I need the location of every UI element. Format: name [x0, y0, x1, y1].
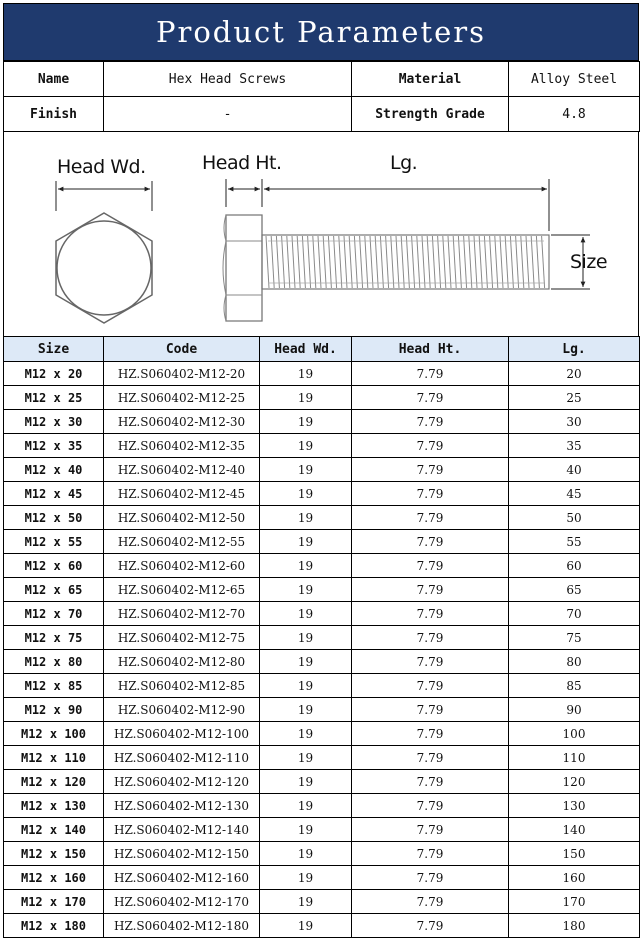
finish-label: Finish: [4, 97, 104, 132]
head-ht-cell: 7.79: [352, 890, 509, 914]
head-ht-cell: 7.79: [352, 626, 509, 650]
table-row: [4, 578, 640, 602]
head-width-label: Head Wd.: [57, 156, 146, 178]
code-cell: HZ.S060402-M12-180: [104, 914, 260, 938]
table-row: [4, 482, 640, 506]
code-cell: HZ.S060402-M12-150: [104, 842, 260, 866]
code-cell: HZ.S060402-M12-160: [104, 866, 260, 890]
size-cell: M12 x 150: [4, 842, 104, 866]
size-cell: M12 x 85: [4, 674, 104, 698]
table-row: [4, 650, 640, 674]
size-cell: M12 x 60: [4, 554, 104, 578]
head-wd-cell: 19: [260, 362, 352, 386]
head-ht-cell: 7.79: [352, 842, 509, 866]
code-cell: HZ.S060402-M12-85: [104, 674, 260, 698]
code-cell: HZ.S060402-M12-35: [104, 434, 260, 458]
lg-cell: 70: [509, 602, 640, 626]
lg-cell: 45: [509, 482, 640, 506]
head-ht-cell: 7.79: [352, 434, 509, 458]
head-ht-cell: 7.79: [352, 530, 509, 554]
head-wd-cell: 19: [260, 890, 352, 914]
head-ht-cell: 7.79: [352, 554, 509, 578]
col-header-lg: Lg.: [509, 337, 640, 362]
lg-cell: 170: [509, 890, 640, 914]
head-ht-cell: 7.79: [352, 698, 509, 722]
head-ht-cell: 7.79: [352, 386, 509, 410]
head-ht-cell: 7.79: [352, 482, 509, 506]
size-cell: M12 x 90: [4, 698, 104, 722]
finish-value: -: [104, 97, 352, 132]
head-ht-cell: 7.79: [352, 410, 509, 434]
lg-cell: 90: [509, 698, 640, 722]
head-wd-cell: 19: [260, 410, 352, 434]
head-ht-cell: 7.79: [352, 914, 509, 938]
head-ht-cell: 7.79: [352, 458, 509, 482]
head-wd-cell: 19: [260, 650, 352, 674]
code-cell: HZ.S060402-M12-120: [104, 770, 260, 794]
screw-diagram: [3, 131, 639, 336]
size-cell: M12 x 55: [4, 530, 104, 554]
info-table: [3, 61, 640, 132]
size-cell: M12 x 30: [4, 410, 104, 434]
strength-grade-value: 4.8: [509, 97, 640, 132]
lg-cell: 75: [509, 626, 640, 650]
head-wd-cell: 19: [260, 770, 352, 794]
lg-cell: 60: [509, 554, 640, 578]
head-wd-cell: 19: [260, 866, 352, 890]
lg-cell: 85: [509, 674, 640, 698]
screw-side-view: [223, 215, 549, 321]
size-cell: M12 x 110: [4, 746, 104, 770]
table-row: [4, 386, 640, 410]
table-row: [4, 506, 640, 530]
size-cell: M12 x 40: [4, 458, 104, 482]
code-cell: HZ.S060402-M12-40: [104, 458, 260, 482]
code-cell: HZ.S060402-M12-110: [104, 746, 260, 770]
code-cell: HZ.S060402-M12-170: [104, 890, 260, 914]
spec-body: [4, 362, 640, 938]
code-cell: HZ.S060402-M12-50: [104, 506, 260, 530]
code-cell: HZ.S060402-M12-75: [104, 626, 260, 650]
head-ht-cell: 7.79: [352, 674, 509, 698]
head-ht-cell: 7.79: [352, 602, 509, 626]
material-label: Material: [352, 62, 509, 97]
table-row: [4, 674, 640, 698]
table-row: [4, 626, 640, 650]
table-row: [4, 818, 640, 842]
lg-cell: 55: [509, 530, 640, 554]
lg-cell: 50: [509, 506, 640, 530]
name-value: Hex Head Screws: [104, 62, 352, 97]
page-title: Product Parameters: [3, 3, 639, 61]
lg-cell: 80: [509, 650, 640, 674]
table-row: [4, 914, 640, 938]
head-wd-cell: 19: [260, 554, 352, 578]
head-wd-cell: 19: [260, 530, 352, 554]
table-row: [4, 530, 640, 554]
head-wd-cell: 19: [260, 722, 352, 746]
head-wd-cell: 19: [260, 818, 352, 842]
table-row: [4, 722, 640, 746]
lg-cell: 180: [509, 914, 640, 938]
size-cell: M12 x 75: [4, 626, 104, 650]
size-cell: M12 x 160: [4, 866, 104, 890]
spec-header-row: [4, 337, 640, 362]
head-ht-cell: 7.79: [352, 722, 509, 746]
head-wd-cell: 19: [260, 434, 352, 458]
size-cell: M12 x 45: [4, 482, 104, 506]
table-row: [4, 842, 640, 866]
table-row: [4, 458, 640, 482]
code-cell: HZ.S060402-M12-140: [104, 818, 260, 842]
size-cell: M12 x 25: [4, 386, 104, 410]
code-cell: HZ.S060402-M12-100: [104, 722, 260, 746]
size-cell: M12 x 80: [4, 650, 104, 674]
length-label: Lg.: [390, 152, 418, 174]
table-row: [4, 770, 640, 794]
code-cell: HZ.S060402-M12-60: [104, 554, 260, 578]
head-wd-cell: 19: [260, 914, 352, 938]
table-row: [4, 434, 640, 458]
size-cell: M12 x 65: [4, 578, 104, 602]
col-header-head-wd: Head Wd.: [260, 337, 352, 362]
code-cell: HZ.S060402-M12-90: [104, 698, 260, 722]
head-ht-cell: 7.79: [352, 578, 509, 602]
lg-cell: 35: [509, 434, 640, 458]
head-wd-cell: 19: [260, 482, 352, 506]
code-cell: HZ.S060402-M12-55: [104, 530, 260, 554]
size-label: Size: [570, 251, 608, 273]
screw-drawing: [4, 131, 638, 336]
info-row: [4, 97, 640, 132]
lg-cell: 140: [509, 818, 640, 842]
head-wd-cell: 19: [260, 602, 352, 626]
lg-cell: 30: [509, 410, 640, 434]
head-wd-cell: 19: [260, 698, 352, 722]
table-row: [4, 410, 640, 434]
lg-cell: 65: [509, 578, 640, 602]
size-cell: M12 x 120: [4, 770, 104, 794]
size-cell: M12 x 35: [4, 434, 104, 458]
col-header-size: Size: [4, 337, 104, 362]
head-wd-cell: 19: [260, 386, 352, 410]
table-row: [4, 554, 640, 578]
head-wd-cell: 19: [260, 458, 352, 482]
head-ht-cell: 7.79: [352, 506, 509, 530]
col-header-head-ht: Head Ht.: [352, 337, 509, 362]
head-ht-cell: 7.79: [352, 818, 509, 842]
table-row: [4, 890, 640, 914]
head-wd-cell: 19: [260, 746, 352, 770]
code-cell: HZ.S060402-M12-80: [104, 650, 260, 674]
spec-table: [3, 336, 640, 938]
size-cell: M12 x 100: [4, 722, 104, 746]
lg-cell: 20: [509, 362, 640, 386]
hex-head-front-view: [56, 213, 152, 323]
col-header-code: Code: [104, 337, 260, 362]
head-wd-cell: 19: [260, 626, 352, 650]
size-cell: M12 x 50: [4, 506, 104, 530]
table-row: [4, 746, 640, 770]
lg-cell: 100: [509, 722, 640, 746]
table-row: [4, 602, 640, 626]
lg-cell: 160: [509, 866, 640, 890]
lg-cell: 120: [509, 770, 640, 794]
info-row: [4, 62, 640, 97]
head-ht-cell: 7.79: [352, 866, 509, 890]
head-wd-cell: 19: [260, 794, 352, 818]
code-cell: HZ.S060402-M12-20: [104, 362, 260, 386]
table-row: [4, 866, 640, 890]
product-parameters-sheet: [3, 3, 639, 936]
table-row: [4, 698, 640, 722]
lg-cell: 110: [509, 746, 640, 770]
code-cell: HZ.S060402-M12-25: [104, 386, 260, 410]
lg-cell: 25: [509, 386, 640, 410]
head-ht-cell: 7.79: [352, 650, 509, 674]
head-ht-cell: 7.79: [352, 770, 509, 794]
head-ht-cell: 7.79: [352, 746, 509, 770]
code-cell: HZ.S060402-M12-45: [104, 482, 260, 506]
code-cell: HZ.S060402-M12-70: [104, 602, 260, 626]
strength-grade-label: Strength Grade: [352, 97, 509, 132]
table-row: [4, 362, 640, 386]
name-label: Name: [4, 62, 104, 97]
size-cell: M12 x 180: [4, 914, 104, 938]
code-cell: HZ.S060402-M12-30: [104, 410, 260, 434]
lg-cell: 40: [509, 458, 640, 482]
head-ht-cell: 7.79: [352, 362, 509, 386]
code-cell: HZ.S060402-M12-130: [104, 794, 260, 818]
size-cell: M12 x 130: [4, 794, 104, 818]
head-wd-cell: 19: [260, 578, 352, 602]
head-ht-cell: 7.79: [352, 794, 509, 818]
code-cell: HZ.S060402-M12-65: [104, 578, 260, 602]
lg-cell: 130: [509, 794, 640, 818]
head-wd-cell: 19: [260, 842, 352, 866]
size-cell: M12 x 140: [4, 818, 104, 842]
head-wd-cell: 19: [260, 674, 352, 698]
head-height-label: Head Ht.: [202, 152, 282, 174]
size-cell: M12 x 20: [4, 362, 104, 386]
table-row: [4, 794, 640, 818]
size-cell: M12 x 70: [4, 602, 104, 626]
material-value: Alloy Steel: [509, 62, 640, 97]
head-wd-cell: 19: [260, 506, 352, 530]
lg-cell: 150: [509, 842, 640, 866]
size-cell: M12 x 170: [4, 890, 104, 914]
